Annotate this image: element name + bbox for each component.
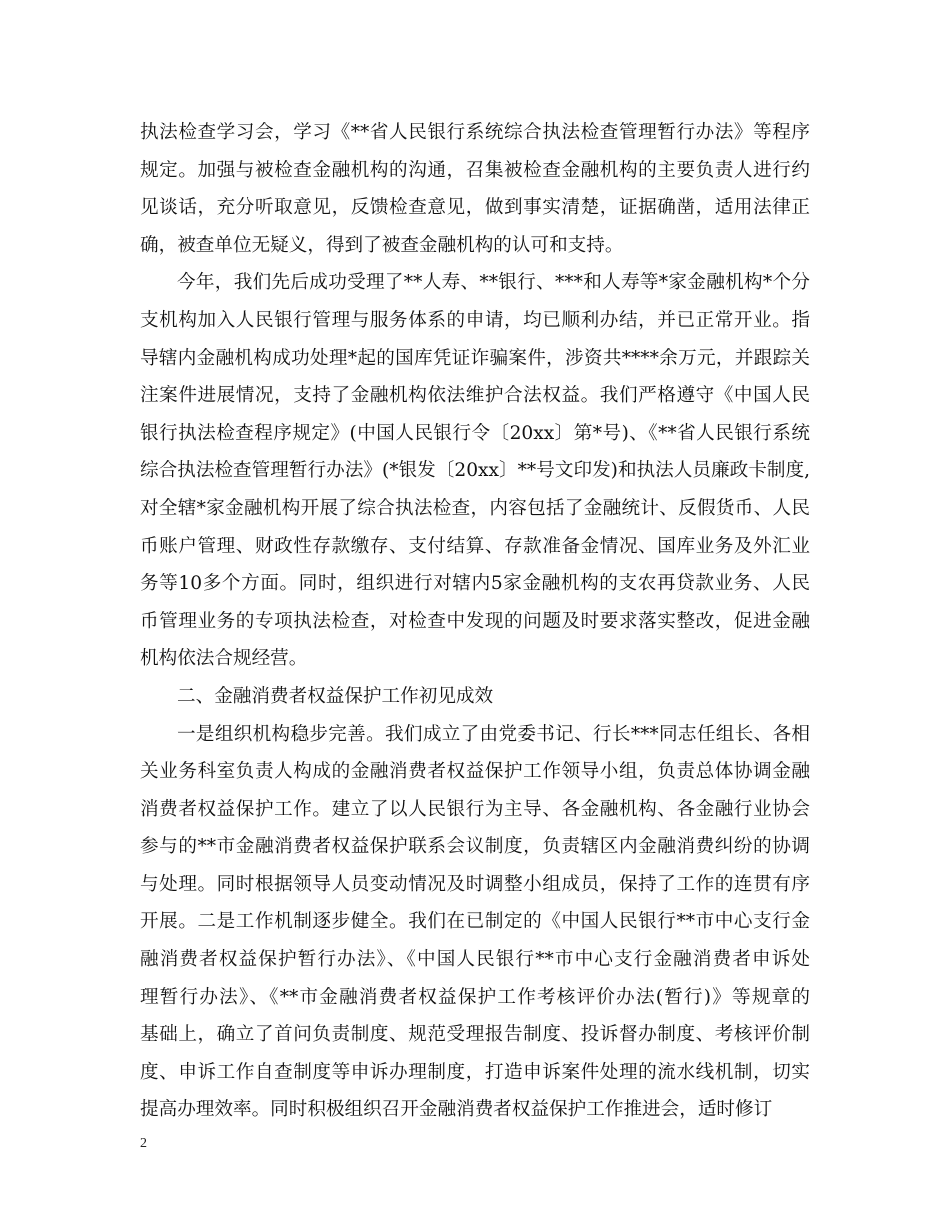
paragraph [140, 114, 810, 264]
paragraph [140, 264, 810, 678]
paragraph [140, 716, 810, 1130]
text-line: 务等10多个方面。同时，组织进行对辖内5家金融机构的支农再贷款业务、人民 [140, 573, 810, 595]
page-number: 2 [140, 1136, 147, 1151]
text-line: 二、金融消费者权益保护工作初见成效 [177, 685, 494, 707]
text-line: 今年，我们先后成功受理了**人寿、**银行、***和人寿等*家金融机构*个分 [177, 272, 810, 294]
text-line: 综合执法检查管理暂行办法》(*银发〔20xx〕**号文印发)和执法人员廉政卡制度, [140, 460, 810, 482]
text-line: 银行执法检查程序规定》(中国人民银行令〔20xx〕第*号)、《**省人民银行系统 [140, 422, 810, 444]
paragraph [140, 678, 810, 716]
text-line: 与处理。同时根据领导人员变动情况及时调整小组成员，保持了工作的连贯有序 [140, 873, 810, 895]
text-line: 确，被查单位无疑义，得到了被查金融机构的认可和支持。 [140, 234, 624, 256]
text-line: 对全辖*家金融机构开展了综合执法检查，内容包括了金融统计、反假货币、人民 [140, 497, 810, 519]
text-line: 一是组织机构稳步完善。我们成立了由党委书记、行长***同志任组长、各相 [177, 723, 810, 745]
text-line: 导辖内金融机构成功处理*起的国库凭证诈骗案件，涉资共****余万元，并跟踪关 [140, 347, 810, 369]
text-line: 币账户管理、财政性存款缴存、支付结算、存款准备金情况、国库业务及外汇业 [140, 535, 810, 557]
text-line: 理暂行办法》、《**市金融消费者权益保护工作考核评价办法(暂行)》等规章的 [140, 986, 810, 1008]
text-line: 支机构加入人民银行管理与服务体系的申请，均已顺利办结，并已正常开业。指 [140, 309, 810, 331]
text-line: 消费者权益保护工作。建立了以人民银行为主导、各金融机构、各金融行业协会 [140, 798, 810, 820]
text-line: 基础上，确立了首问负责制度、规范受理报告制度、投诉督办制度、考核评价制 [140, 1024, 810, 1046]
text-line: 融消费者权益保护暂行办法》、《中国人民银行**市中心支行金融消费者申诉处 [140, 949, 810, 971]
text-line: 提高办理效率。同时积极组织召开金融消费者权益保护工作推进会，适时修订 [140, 1099, 773, 1121]
text-line: 关业务科室负责人构成的金融消费者权益保护工作领导小组，负责总体协调金融 [140, 761, 810, 783]
text-line: 度、申诉工作自查制度等申诉办理制度，打造申诉案件处理的流水线机制，切实 [140, 1061, 810, 1083]
text-line: 规定。加强与被检查金融机构的沟通，召集被检查金融机构的主要负责人进行约 [140, 159, 810, 181]
text-line: 执法检查学习会，学习《**省人民银行系统综合执法检查管理暂行办法》等程序 [140, 122, 810, 143]
text-line: 币管理业务的专项执法检查，对检查中发现的问题及时要求落实整改，促进金融 [140, 610, 810, 632]
text-line: 开展。二是工作机制逐步健全。我们在已制定的《中国人民银行**市中心支行金 [140, 911, 810, 933]
text-line: 参与的**市金融消费者权益保护联系会议制度，负责辖区内金融消费纠纷的协调 [140, 836, 810, 858]
document-body [140, 114, 810, 1129]
text-line: 见谈话，充分听取意见，反馈检查意见，做到事实清楚，证据确凿，适用法律正 [140, 197, 810, 219]
text-line: 注案件进展情况，支持了金融机构依法维护合法权益。我们严格遵守《中国人民 [140, 385, 810, 407]
text-line: 机构依法合规经营。 [140, 648, 308, 670]
